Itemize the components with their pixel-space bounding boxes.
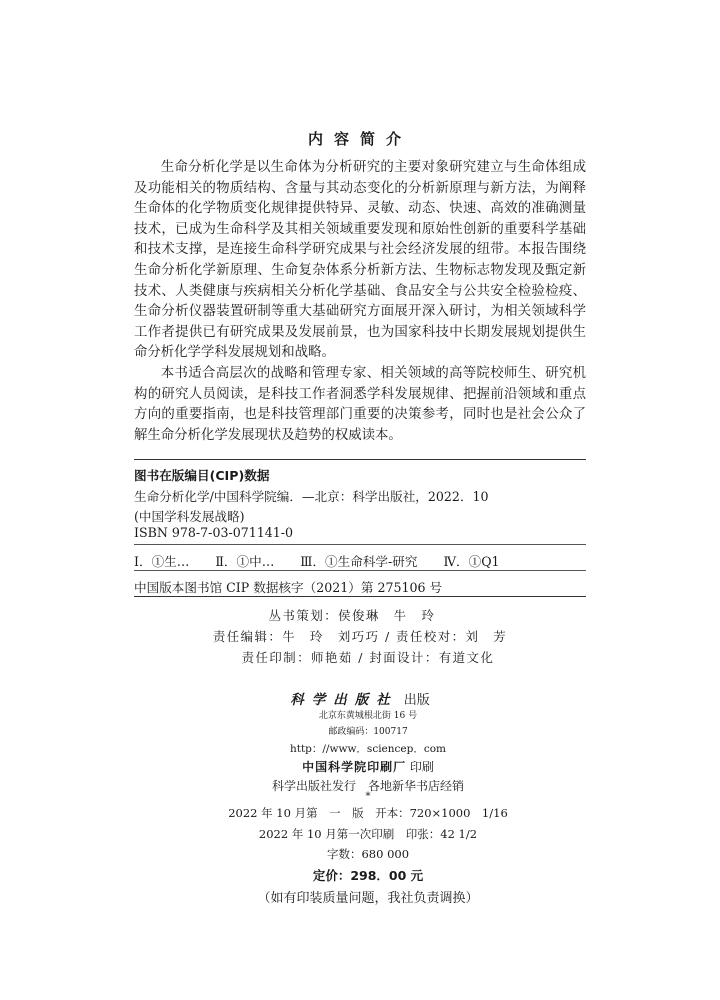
intro-title: 内容简介 <box>307 130 412 148</box>
word-count: 字数：680 000 <box>326 847 410 861</box>
publisher-url: http：//www．sciencep．com <box>289 743 447 755</box>
printer-suffix: 印刷 <box>409 760 434 774</box>
credit-editors: 责任编辑：牛 玲 刘巧巧 / 责任校对：刘 芳 <box>212 629 508 644</box>
quality-notice: （如有印装质量问题，我社负责调换） <box>257 891 479 906</box>
cip-heading: 图书在版编目(CIP)数据 <box>134 468 270 483</box>
distribution-line: 科学出版社发行 各地新华书店经销 <box>271 779 464 793</box>
cip-number: 中国版本图书馆 CIP 数据核字（2021）第 275106 号 <box>134 580 443 595</box>
cip-class-item: Ⅱ．①中… <box>215 554 275 569</box>
cip-mid-rule-2 <box>134 570 586 571</box>
cip-class-item: Ⅰ．①生… <box>134 554 190 569</box>
edition-line: 2022 年 10 月第 一 版 开本：720×1000 1/16 <box>228 806 508 820</box>
intro-paragraph: 生命分析化学是以生命体为分析研究的主要对象研究建立与生命体组成及功能相关的物质结构、含量与其动态变化的分析新原理与新方法，为阐释生命体的化学物质变化规律提供特异、灵敏、动态、快速、高效的准确测量技术，已成为生命科学及其相关领域重要发现和原始性创新的重要科学基础和技术支撑，是连接生命科学研究成果与社会经济发展的纽带。本报告围绕生命分析化学新原理、生命复杂体系分析新方法、生物标志物发现及甄定新技术、人类健康与疾病相关分析化学基础、食品安全与公共安全检验检疫、生命分析仪器装置研制等重大基础研究方面展开深入研讨，为相关领域科学工作者提供已有研究成果及发展前景，也为国家科技中长期发展规划提供生命分析化学学科发展规划和战略。 <box>134 160 586 361</box>
cip-classification <box>134 551 586 570</box>
publisher-postcode: 邮政编码：100717 <box>328 727 408 737</box>
intro-paragraph: 本书适合高层次的战略和管理专家、相关领域的高等院校师生、研究机构的研究人员阅读，是科技工作者洞悉学科发展规律、把握前沿领域和重点方向的重要指南，也是科技管理部门重要的决策参考，同时也是社会公众了解生命分析化学发展现状及趋势的权威读本。 <box>134 365 586 443</box>
cip-series-line: (中国学科发展战略) <box>134 509 245 524</box>
cip-title-line: 生命分析化学/中国科学院编．—北京：科学出版社，2022．10 <box>134 489 489 504</box>
publisher-name: 科学出版社 <box>290 692 398 708</box>
price: 定价：298．00 元 <box>312 868 424 883</box>
cip-class-item: Ⅲ．①生命科学-研究 <box>300 554 418 569</box>
credit-series-planner: 丛书策划：侯俊琳 牛 玲 <box>268 608 436 623</box>
printer-name: 中国科学院印刷厂 <box>302 760 407 774</box>
cip-mid-rule-1 <box>134 544 586 545</box>
publisher-name-line <box>0 688 720 708</box>
separator-star: * <box>365 791 371 802</box>
intro-body <box>134 158 586 446</box>
cip-class-item: Ⅳ．①Q1 <box>443 554 500 569</box>
cip-top-rule <box>134 459 586 460</box>
publisher-name-suffix: 出版 <box>403 693 430 708</box>
printer-line <box>8 758 720 775</box>
publisher-address: 北京东黄城根北街 16 号 <box>318 711 418 721</box>
cip-bottom-rule <box>134 596 586 597</box>
cip-isbn: ISBN 978-7-03-071141-0 <box>134 525 294 540</box>
credit-printing-design: 责任印制：师艳茹 / 封面设计：有道文化 <box>241 650 495 665</box>
printing-line: 2022 年 10 月第一次印刷 印张：42 1/2 <box>258 827 478 841</box>
